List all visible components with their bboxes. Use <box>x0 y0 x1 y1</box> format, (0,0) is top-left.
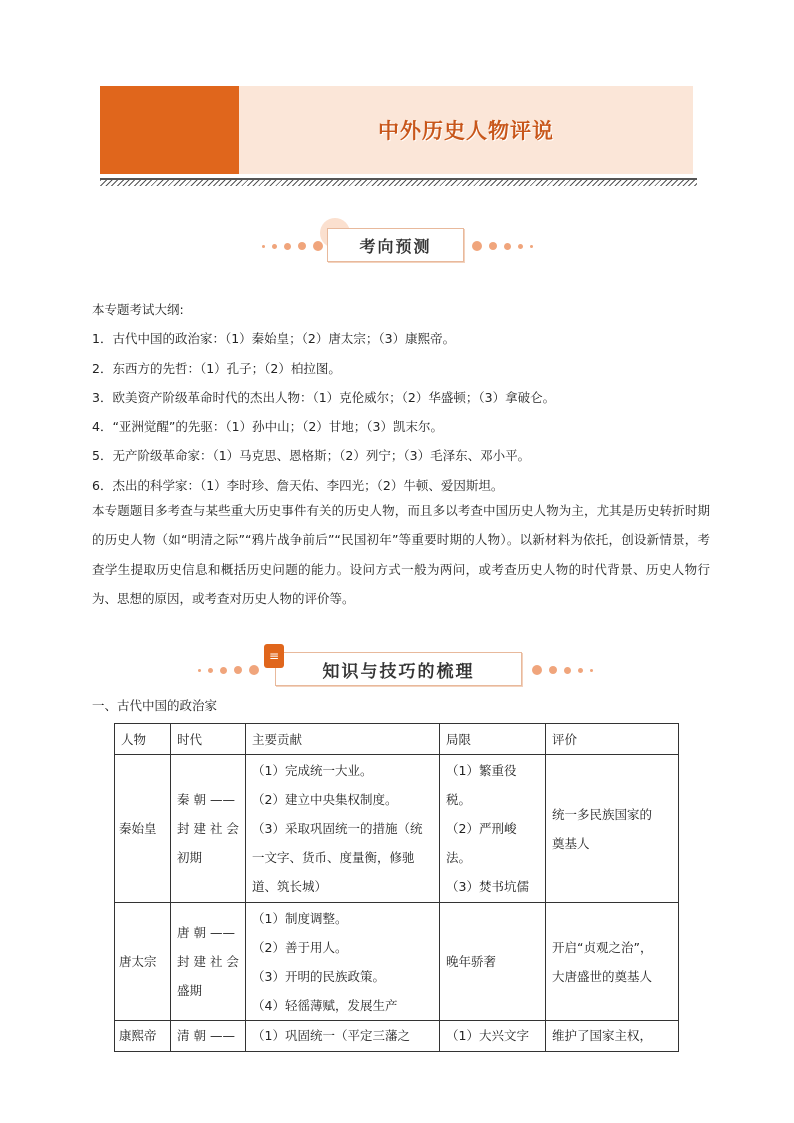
person-cell: 康熙帝 <box>115 1021 171 1052</box>
column-header: 人物 <box>115 724 171 755</box>
column-header: 时代 <box>171 724 246 755</box>
era-cell: 唐 朝 —— 封 建 社 会 盛期 <box>171 903 246 1021</box>
section-title: 考向预测 <box>327 228 464 262</box>
era-cell: 秦 朝 —— 封 建 社 会 初期 <box>171 755 246 903</box>
evaluation-cell: 开启“贞观之治”， 大唐盛世的奠基人 <box>546 903 679 1021</box>
evaluation-cell: 统一多民族国家的 奠基人 <box>546 755 679 903</box>
outline-item: 4．“亚洲觉醒”的先驱：（1）孙中山；（2）甘地；（3）凯末尔。 <box>92 419 444 435</box>
evaluation-cell: 维护了国家主权， <box>546 1021 679 1052</box>
page-title: 中外历史人物评说 <box>378 118 554 143</box>
part-title: 一、古代中国的政治家 <box>92 698 218 713</box>
limitation-cell: 晚年骄奢 <box>440 903 546 1021</box>
contribution-cell: （1）完成统一大业。 （2）建立中央集权制度。 （3）采取巩固统一的措施（统 一文字、货币、度量衡，修驰 道、筑长城） <box>246 755 440 903</box>
outline-item: 3．欧美资产阶级革命时代的杰出人物：（1）克伦威尔；（2）华盛顿；（3）拿破仑。 <box>92 389 556 405</box>
contribution-cell: （1）制度调整。 （2）善于用人。 （3）开明的民族政策。 （4）轻徭薄赋，发展生产 <box>246 903 440 1021</box>
section-title: 知识与技巧的梳理 <box>275 652 522 686</box>
outline-item: 5．无产阶级革命家：（1）马克思、恩格斯；（2）列宁；（3）毛泽东、邓小平。 <box>92 448 531 464</box>
politicians-table <box>114 723 679 1052</box>
table-row <box>115 755 679 903</box>
document-icon: ≡ <box>264 644 284 668</box>
outline-item: 2．东西方的先哲：（1）孔子；（2）柏拉图。 <box>92 360 341 376</box>
section-header-knowledge <box>0 642 794 692</box>
decorative-dots-left <box>262 241 323 251</box>
outline-paragraph: 本专题题目多考查与某些重大历史事件有关的历史人物，而且多以考查中国历史人物为主，尤其是历史转折时期的历史人物（如“明清之际”“鸦片战争前后”“民国初年”等重要时期的人物）。以新材料为依托，创设新情景，考查学生提取历史信息和概括历史问题的能力。设问方式一般为两问，或考查历史人物的时代背景、历史人物行为、思想的原因，或考查对历史人物的评价等。 <box>92 503 710 606</box>
title-banner <box>100 86 693 178</box>
era-cell: 清 朝 —— <box>171 1021 246 1052</box>
outline-item: 6．杰出的科学家：（1）李时珍、詹天佑、李四光；（2）牛顿、爱因斯坦。 <box>92 477 504 493</box>
decorative-dots-left <box>198 665 259 675</box>
decorative-dots-right <box>472 241 533 251</box>
table-header-row <box>115 724 679 755</box>
column-header: 评价 <box>546 724 679 755</box>
limitation-cell: （1）繁重役税。 （2）严刑峻法。 （3）焚书坑儒 <box>440 755 546 903</box>
exam-outline <box>92 295 704 500</box>
person-cell: 秦始皇 <box>115 755 171 903</box>
contribution-cell: （1）巩固统一（平定三藩之 <box>246 1021 440 1052</box>
table-row <box>115 903 679 1021</box>
column-header: 局限 <box>440 724 546 755</box>
outline-heading: 本专题考试大纲: <box>92 302 184 317</box>
column-header: 主要贡献 <box>246 724 440 755</box>
outline-item: 1．古代中国的政治家：（1）秦始皇；（2）唐太宗；（3）康熙帝。 <box>92 331 456 347</box>
section-header-forecast <box>0 218 794 268</box>
banner-underline <box>100 178 697 186</box>
person-cell: 唐太宗 <box>115 903 171 1021</box>
limitation-cell: （1）大兴文字 <box>440 1021 546 1052</box>
decorative-dots-right <box>532 665 593 675</box>
banner-accent-block <box>100 86 239 174</box>
table-row <box>115 1021 679 1052</box>
